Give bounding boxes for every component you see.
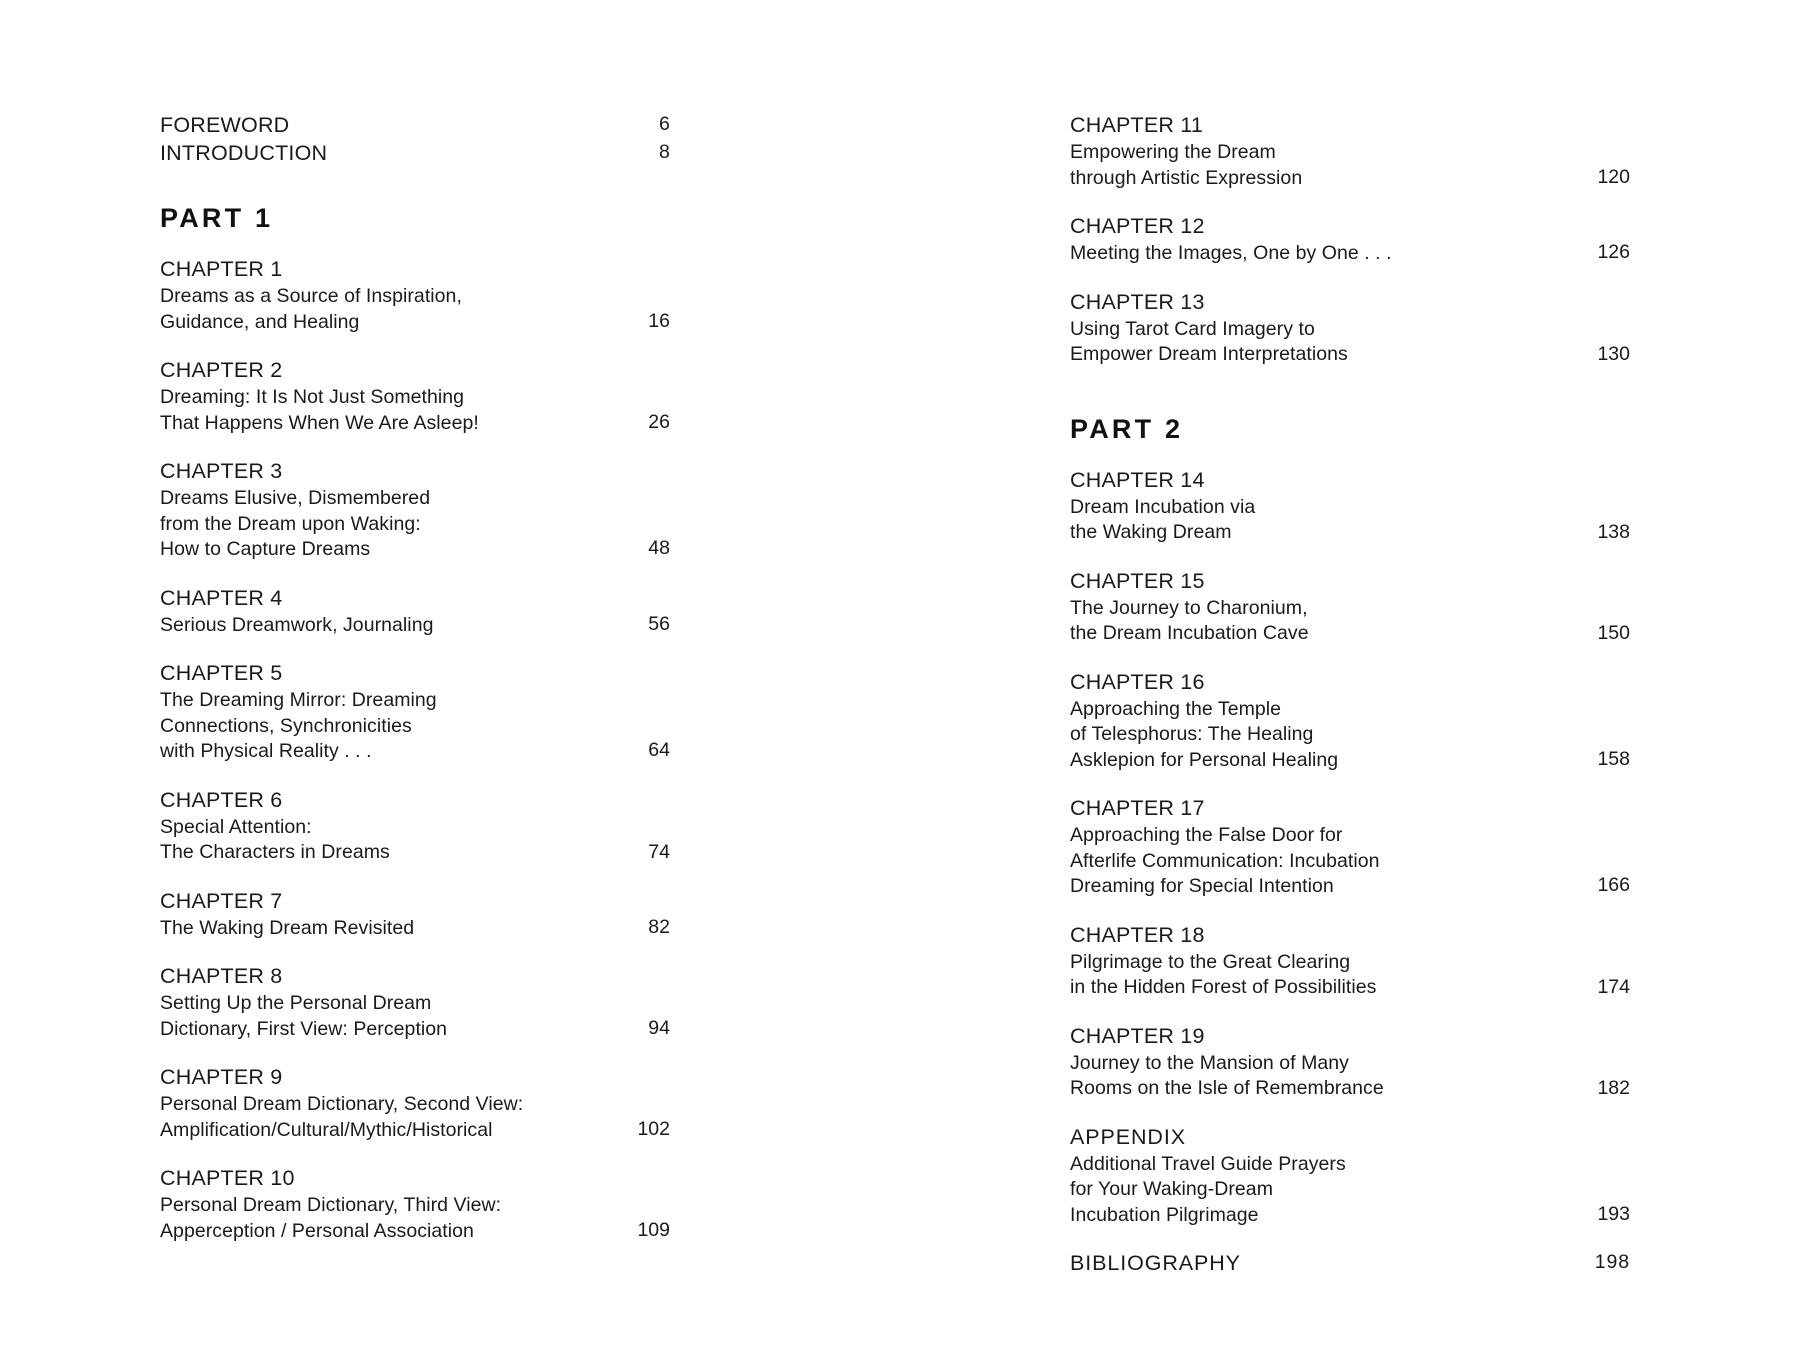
chapter-18-heading: CHAPTER 18 — [1070, 922, 1205, 947]
chapter-6-title-line: Special Attention: — [160, 815, 312, 838]
chapter-2-title-line: Dreaming: It Is Not Just Something — [160, 386, 465, 408]
chapter-13-title-line: Using Tarot Card Imagery to — [1070, 317, 1315, 340]
chapter-19-page-number: 182 — [1597, 1076, 1630, 1099]
toc-entry-chapter-2 — [160, 357, 900, 436]
chapter-3-heading: CHAPTER 3 — [160, 459, 283, 483]
chapter-5-page-number: 64 — [648, 739, 670, 761]
chapter-6-heading: CHAPTER 6 — [160, 787, 283, 812]
chapter-8-heading: CHAPTER 8 — [160, 964, 283, 988]
appendix-title-line: for Your Waking-Dream — [1070, 1178, 1273, 1200]
toc-entry-chapter-3 — [160, 458, 900, 563]
chapter-17-title-line: Afterlife Communication: Incubation — [1070, 849, 1380, 872]
chapter-13-heading: CHAPTER 13 — [1070, 289, 1205, 314]
toc-front-matter-foreword — [160, 112, 900, 139]
chapter-17-title-line: Approaching the False Door for — [1070, 824, 1343, 846]
chapter-3-title-line: Dreams Elusive, Dismembered — [160, 487, 431, 509]
chapter-14-page-number: 138 — [1597, 520, 1630, 543]
part-1-heading: PART 1 — [160, 203, 274, 233]
chapter-11-heading: CHAPTER 11 — [1070, 113, 1204, 137]
foreword-page-number: 6 — [658, 113, 670, 135]
toc-front-matter-introduction — [160, 140, 900, 167]
chapter-5-title-line: with Physical Reality . . . — [160, 740, 372, 762]
toc-entry-chapter-6 — [160, 787, 900, 866]
toc-entry-chapter-11 — [1070, 112, 1800, 191]
toc-entry-chapter-18 — [1070, 922, 1800, 1001]
chapter-2-title-line: That Happens When We Are Asleep! — [160, 411, 479, 434]
introduction-label: INTRODUCTION — [160, 141, 328, 165]
toc-entry-chapter-9 — [160, 1064, 900, 1143]
chapter-5-title-line: The Dreaming Mirror: Dreaming — [160, 689, 437, 711]
chapter-10-page-number: 109 — [637, 1219, 670, 1241]
chapter-19-heading: CHAPTER 19 — [1070, 1023, 1205, 1048]
chapter-1-title-line: Dreams as a Source of Inspiration, — [160, 285, 462, 307]
chapter-15-heading: CHAPTER 15 — [1070, 568, 1205, 593]
toc-entry-appendix — [1070, 1124, 1800, 1229]
chapter-8-title-line: Setting Up the Personal Dream — [160, 992, 432, 1014]
chapter-7-page-number: 82 — [648, 915, 670, 938]
introduction-page-number: 8 — [658, 141, 670, 163]
chapter-15-page-number: 150 — [1597, 621, 1630, 644]
chapter-7-title-line: The Waking Dream Revisited — [160, 916, 415, 939]
chapter-9-title-line: Personal Dream Dictionary, Second View: — [160, 1093, 524, 1115]
toc-entry-chapter-5 — [160, 660, 900, 765]
chapter-9-heading: CHAPTER 9 — [160, 1065, 283, 1089]
toc-entry-chapter-12 — [1070, 213, 1800, 267]
chapter-2-page-number: 26 — [648, 411, 670, 433]
appendix-title-line: Incubation Pilgrimage — [1070, 1203, 1259, 1226]
chapter-16-heading: CHAPTER 16 — [1070, 669, 1205, 694]
chapter-18-title-line: in the Hidden Forest of Possibilities — [1070, 976, 1377, 998]
toc-entry-chapter-13 — [1070, 289, 1800, 368]
chapter-17-heading: CHAPTER 17 — [1070, 796, 1205, 820]
chapter-12-page-number: 126 — [1597, 241, 1630, 263]
toc-entry-chapter-17 — [1070, 795, 1800, 900]
chapter-3-page-number: 48 — [648, 537, 670, 559]
toc-entry-chapter-15 — [1070, 568, 1800, 647]
chapter-18-page-number: 174 — [1597, 975, 1630, 998]
chapter-16-page-number: 158 — [1597, 747, 1630, 770]
chapter-13-page-number: 130 — [1597, 342, 1630, 365]
chapter-13-title-line: Empower Dream Interpretations — [1070, 343, 1348, 365]
chapter-10-title-line: Apperception / Personal Association — [160, 1219, 474, 1242]
bibliography-page-number: 198 — [1594, 1251, 1630, 1273]
chapter-4-page-number: 56 — [648, 612, 670, 635]
chapter-6-title-line: The Characters in Dreams — [160, 841, 390, 863]
chapter-11-title-line: through Artistic Expression — [1070, 166, 1303, 189]
chapter-14-heading: CHAPTER 14 — [1070, 467, 1205, 492]
toc-entry-chapter-8 — [160, 963, 900, 1042]
chapter-4-heading: CHAPTER 4 — [160, 585, 283, 610]
chapter-16-title-line: Approaching the Temple — [1070, 697, 1282, 720]
bibliography-label: BIBLIOGRAPHY — [1070, 1251, 1241, 1275]
toc-entry-chapter-14 — [1070, 467, 1800, 546]
chapter-7-heading: CHAPTER 7 — [160, 888, 283, 913]
part-2-heading: PART 2 — [1070, 413, 1184, 444]
chapter-11-page-number: 120 — [1597, 166, 1630, 188]
chapter-14-title-line: Dream Incubation via — [1070, 495, 1256, 518]
chapter-10-heading: CHAPTER 10 — [160, 1166, 295, 1190]
chapter-19-title-line: Journey to the Mansion of Many — [1070, 1051, 1349, 1074]
chapter-15-title-line: The Journey to Charonium, — [1070, 596, 1308, 619]
toc-right-column — [900, 0, 1800, 1350]
chapter-3-title-line: from the Dream upon Waking: — [160, 512, 421, 535]
chapter-1-title-line: Guidance, and Healing — [160, 310, 360, 333]
chapter-9-page-number: 102 — [637, 1118, 670, 1140]
appendix-page-number: 193 — [1597, 1202, 1630, 1225]
chapter-5-title-line: Connections, Synchronicities — [160, 714, 412, 737]
chapter-8-title-line: Dictionary, First View: Perception — [160, 1017, 448, 1040]
chapter-5-heading: CHAPTER 5 — [160, 661, 283, 685]
appendix-heading: APPENDIX — [1070, 1124, 1186, 1149]
chapter-3-title-line: How to Capture Dreams — [160, 538, 371, 560]
toc-entry-chapter-19 — [1070, 1023, 1800, 1102]
chapter-15-title-line: the Dream Incubation Cave — [1070, 622, 1309, 644]
appendix-title-line: Additional Travel Guide Prayers — [1070, 1152, 1346, 1175]
chapter-18-title-line: Pilgrimage to the Great Clearing — [1070, 950, 1351, 973]
chapter-16-title-line: Asklepion for Personal Healing — [1070, 748, 1339, 771]
toc-entry-chapter-4 — [160, 585, 900, 639]
chapter-1-page-number: 16 — [648, 310, 670, 332]
chapter-8-page-number: 94 — [648, 1017, 670, 1039]
chapter-12-title-line: Meeting the Images, One by One . . . — [1070, 242, 1392, 264]
chapter-2-heading: CHAPTER 2 — [160, 358, 283, 382]
toc-entry-chapter-10 — [160, 1165, 900, 1244]
chapter-17-page-number: 166 — [1597, 874, 1630, 896]
toc-entry-bibliography — [1070, 1250, 1800, 1277]
chapter-10-title-line: Personal Dream Dictionary, Third View: — [160, 1194, 502, 1216]
chapter-9-title-line: Amplification/Cultural/Mythic/Historical — [160, 1118, 493, 1141]
chapter-19-title-line: Rooms on the Isle of Remembrance — [1070, 1077, 1384, 1099]
chapter-11-title-line: Empowering the Dream — [1070, 141, 1276, 163]
chapter-14-title-line: the Waking Dream — [1070, 521, 1232, 543]
chapter-16-title-line: of Telesphorus: The Healing — [1070, 723, 1314, 745]
chapter-1-heading: CHAPTER 1 — [160, 257, 283, 281]
toc-entry-chapter-7 — [160, 888, 900, 942]
chapter-6-page-number: 74 — [648, 840, 670, 863]
toc-entry-chapter-1 — [160, 256, 900, 335]
toc-entry-chapter-16 — [1070, 669, 1800, 774]
chapter-17-title-line: Dreaming for Special Intention — [1070, 875, 1334, 897]
chapter-12-heading: CHAPTER 12 — [1070, 214, 1205, 238]
foreword-label: FOREWORD — [160, 113, 290, 137]
chapter-4-title-line: Serious Dreamwork, Journaling — [160, 613, 434, 636]
